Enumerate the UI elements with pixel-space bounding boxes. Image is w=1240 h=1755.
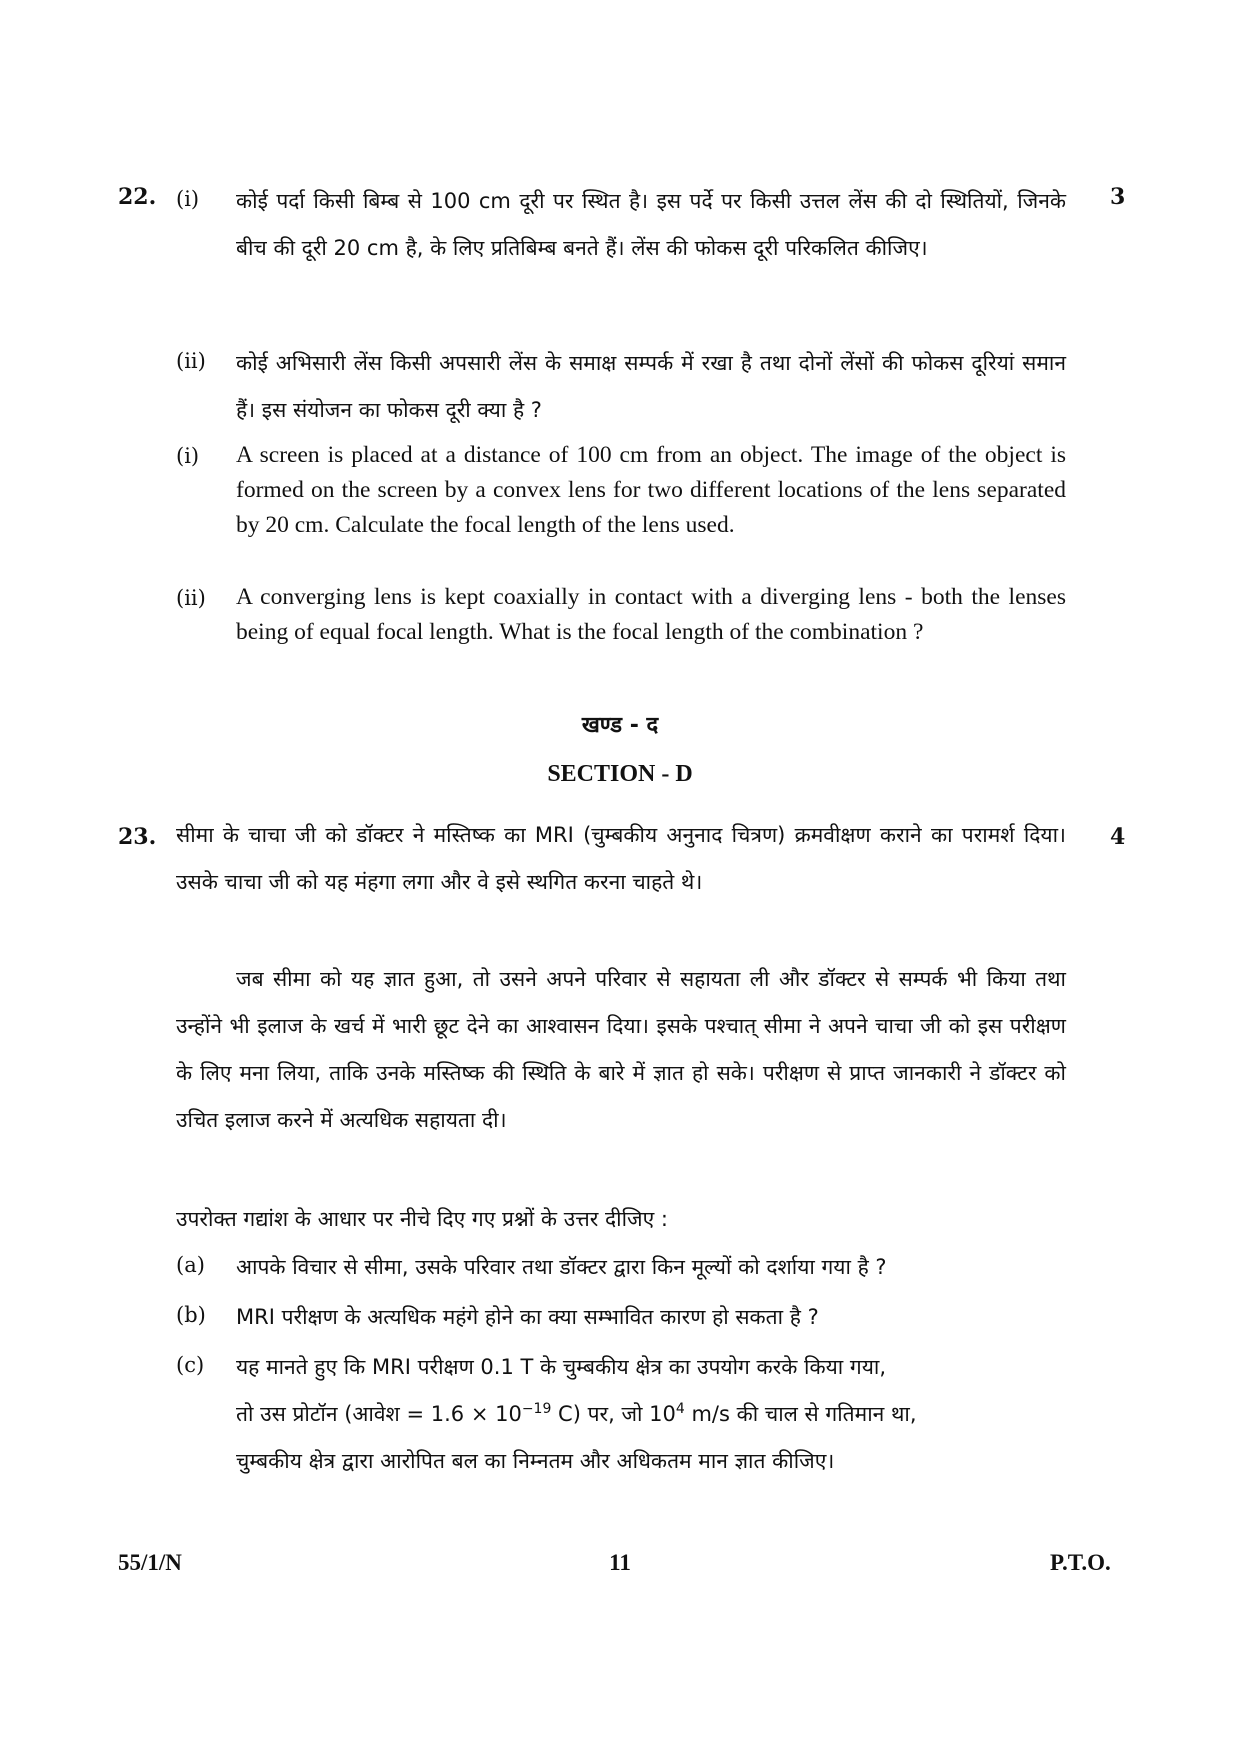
q23-instruction: उपरोक्त गद्यांश के आधार पर नीचे दिए गए प्रश्नों के उत्तर दीजिए : bbox=[176, 1207, 668, 1231]
section-heading-hindi: खण्ड - द bbox=[581, 713, 659, 738]
charge-exponent: −19 bbox=[521, 1401, 552, 1417]
part-label: (i) bbox=[176, 444, 200, 468]
q23-paragraph: जब सीमा को यह ज्ञात हुआ, तो उसने अपने परिवार से सहायता ली और डॉक्टर से सम्पर्क भी किया तथा उन्होंने भी इलाज के खर्च में भारी छूट देने का आश्वासन दिया। इसके पश्चात् सीमा ने अपने चाचा जी को इस परीक्षण के लिए मना लिया, ताकि उनके मस्तिष्क की स्थिति के बारे में ज्ञात हो सके। परीक्षण से प्राप्त जानकारी ने डॉक्टर को उचित इलाज करने में अत्यधिक सहायता दी। bbox=[176, 967, 1066, 1132]
part-text: MRI परीक्षण के अत्यधिक महंगे होने का क्या सम्भावित कारण हो सकता है ? bbox=[236, 1305, 819, 1329]
part-c-line-1: यह मानते हुए कि MRI परीक्षण 0.1 T के चुम्बकीय क्षेत्र का उपयोग करके किया गया, bbox=[236, 1355, 887, 1379]
part-c-line-2-end: m/s की चाल से गतिमान था, bbox=[684, 1402, 917, 1426]
question-number: 23. bbox=[118, 824, 157, 850]
please-turn-over: P.T.O. bbox=[1050, 1550, 1111, 1575]
part-label: (ii) bbox=[176, 586, 206, 610]
part-c-line-2-middle: C) पर, जो 10 bbox=[551, 1402, 676, 1426]
part-text: A converging lens is kept coaxially in contact with a diverging lens - both the lenses being of equal focal length. What is the focal length of the combination ? bbox=[236, 584, 1066, 645]
part-c-line-3: चुम्बकीय क्षेत्र द्वारा आरोपित बल का निम्नतम और अधिकतम मान ज्ञात कीजिए। bbox=[236, 1449, 835, 1473]
part-label: (ii) bbox=[176, 349, 206, 373]
speed-exponent: 4 bbox=[675, 1401, 685, 1417]
page-number: 11 bbox=[609, 1550, 631, 1575]
question-marks: 4 bbox=[1110, 824, 1126, 850]
part-text bbox=[236, 1344, 1066, 1485]
part-label: (i) bbox=[176, 187, 200, 211]
paper-code: 55/1/N bbox=[118, 1550, 182, 1575]
part-text: A screen is placed at a distance of 100 cm from an object. The image of the object is formed on the screen by a convex lens for two different locations of the lens separated by 20 cm. Calculate the focal length of the lens used. bbox=[236, 442, 1066, 538]
part-c-line-2 bbox=[236, 1391, 1066, 1438]
part-c-line-2-start: तो उस प्रोटॉन (आवेश = 1.6 × 10 bbox=[236, 1402, 522, 1426]
part-label: (a) bbox=[176, 1253, 205, 1277]
part-text: आपके विचार से सीमा, उसके परिवार तथा डॉक्टर द्वारा किन मूल्यों को दर्शाया गया है ? bbox=[236, 1255, 887, 1279]
part-label: (c) bbox=[176, 1353, 205, 1377]
section-heading-english: SECTION - D bbox=[547, 761, 693, 787]
part-text: कोई पर्दा किसी बिम्ब से 100 cm दूरी पर स्थित है। इस पर्दे पर किसी उत्तल लेंस की दो स्थितियों, जिनके बीच की दूरी 20 cm है, के लिए प्रतिबिम्ब बनते हैं। लेंस की फोकस दूरी परिकलित कीजिए। bbox=[236, 189, 1066, 260]
part-label: (b) bbox=[176, 1303, 206, 1327]
question-number: 22. bbox=[118, 184, 157, 210]
part-text: कोई अभिसारी लेंस किसी अपसारी लेंस के समाक्ष सम्पर्क में रखा है तथा दोनों लेंसों की फोकस दूरियां समान हैं। इस संयोजन का फोकस दूरी क्या है ? bbox=[236, 351, 1066, 422]
q23-intro: सीमा के चाचा जी को डॉक्टर ने मस्तिष्क का MRI (चुम्बकीय अनुनाद चित्रण) क्रमवीक्षण कराने का परामर्श दिया। उसके चाचा जी को यह मंहगा लगा और वे इसे स्थगित करना चाहते थे। bbox=[176, 823, 1066, 894]
question-marks: 3 bbox=[1110, 184, 1126, 210]
